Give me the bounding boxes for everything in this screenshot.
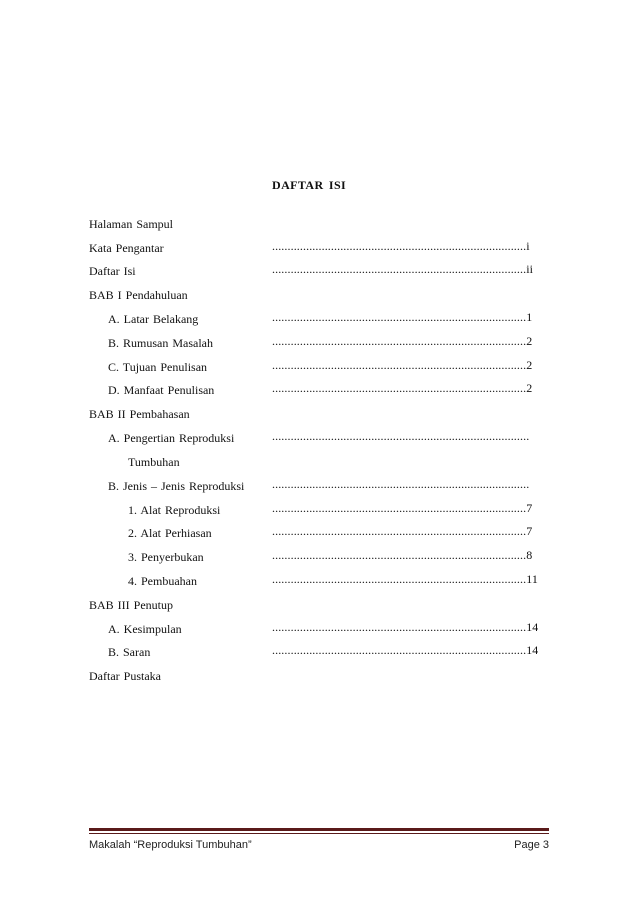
toc-page-number: 7 bbox=[526, 524, 533, 538]
toc-dots: .................................................................................. bbox=[272, 501, 527, 515]
toc-dots: .................................................................................. bbox=[272, 262, 527, 276]
toc-page-number: ii bbox=[526, 262, 534, 276]
toc-page-number: 1 bbox=[526, 310, 533, 324]
toc-label: A. Kesimpulan bbox=[108, 622, 182, 636]
toc-page-number: 14 bbox=[526, 620, 539, 634]
toc-label: 4. Pembuahan bbox=[128, 574, 197, 588]
toc-page-number: i bbox=[526, 239, 530, 253]
toc-leader bbox=[272, 427, 529, 445]
toc-label: BAB I Pendahuluan bbox=[89, 288, 188, 302]
toc-page-number: . bbox=[526, 429, 530, 443]
toc-page-number: . bbox=[526, 477, 530, 491]
toc-label: 1. Alat Reproduksi bbox=[128, 503, 221, 517]
toc-leader bbox=[272, 379, 532, 397]
toc-leader bbox=[272, 570, 538, 588]
toc-label: A. Latar Belakang bbox=[108, 312, 199, 326]
toc-label: Tumbuhan bbox=[128, 455, 180, 469]
toc-leader bbox=[272, 546, 532, 564]
toc-label: D. Manfaat Penulisan bbox=[108, 383, 215, 397]
toc-label: 2. Alat Perhiasan bbox=[128, 526, 212, 540]
toc-page-number: 2 bbox=[526, 334, 533, 348]
toc-dots: .................................................................................. bbox=[272, 239, 527, 253]
toc-label: Daftar Isi bbox=[89, 264, 136, 278]
toc-leader bbox=[272, 260, 533, 278]
toc-label: B. Jenis – Jenis Reproduksi bbox=[108, 479, 245, 493]
toc-dots: .................................................................................. bbox=[272, 524, 527, 538]
toc-leader bbox=[272, 475, 529, 493]
toc-label: Kata Pengantar bbox=[89, 241, 164, 255]
toc-dots: .................................................................................. bbox=[272, 429, 527, 443]
toc-label: BAB III Penutup bbox=[89, 598, 173, 612]
toc-leader bbox=[272, 499, 532, 517]
footer-page-number: Page 3 bbox=[514, 839, 549, 851]
toc-leader bbox=[272, 308, 532, 326]
toc-leader bbox=[272, 332, 532, 350]
toc-leader bbox=[272, 641, 538, 659]
toc-leader bbox=[272, 618, 538, 636]
toc-page-number: 7 bbox=[526, 501, 533, 515]
footer-document-title: Makalah “Reproduksi Tumbuhan” bbox=[89, 839, 252, 851]
toc-label: C. Tujuan Penulisan bbox=[108, 360, 208, 374]
footer-divider bbox=[89, 828, 549, 831]
toc-label: A. Pengertian Reproduksi bbox=[108, 431, 235, 445]
toc-leader bbox=[272, 237, 530, 255]
toc-dots: .................................................................................. bbox=[272, 310, 527, 324]
toc-dots: .................................................................................. bbox=[272, 643, 527, 657]
toc-label: B. Saran bbox=[108, 645, 151, 659]
page-title: DAFTAR ISI bbox=[272, 178, 347, 192]
toc-label: Halaman Sampul bbox=[89, 217, 173, 231]
toc-page-number: 2 bbox=[526, 358, 533, 372]
toc-dots: .................................................................................. bbox=[272, 548, 527, 562]
toc-dots: .................................................................................. bbox=[272, 477, 527, 491]
footer-divider-thin bbox=[89, 833, 549, 834]
toc-dots: .................................................................................. bbox=[272, 358, 527, 372]
toc-dots: .................................................................................. bbox=[272, 381, 527, 395]
toc-label: 3. Penyerbukan bbox=[128, 550, 204, 564]
toc-page-number: 8 bbox=[526, 548, 533, 562]
toc-dots: .................................................................................. bbox=[272, 620, 527, 634]
toc-leader bbox=[272, 356, 532, 374]
toc-dots: .................................................................................. bbox=[272, 334, 527, 348]
toc-label: B. Rumusan Masalah bbox=[108, 336, 213, 350]
toc-leader bbox=[272, 522, 532, 540]
toc-label: BAB II Pembahasan bbox=[89, 407, 190, 421]
toc-dots: .................................................................................. bbox=[272, 572, 527, 586]
toc-page-number: 14 bbox=[526, 643, 539, 657]
toc-page-number: 2 bbox=[526, 381, 533, 395]
toc-label: Daftar Pustaka bbox=[89, 669, 161, 683]
toc-page-number: 11 bbox=[526, 572, 538, 586]
